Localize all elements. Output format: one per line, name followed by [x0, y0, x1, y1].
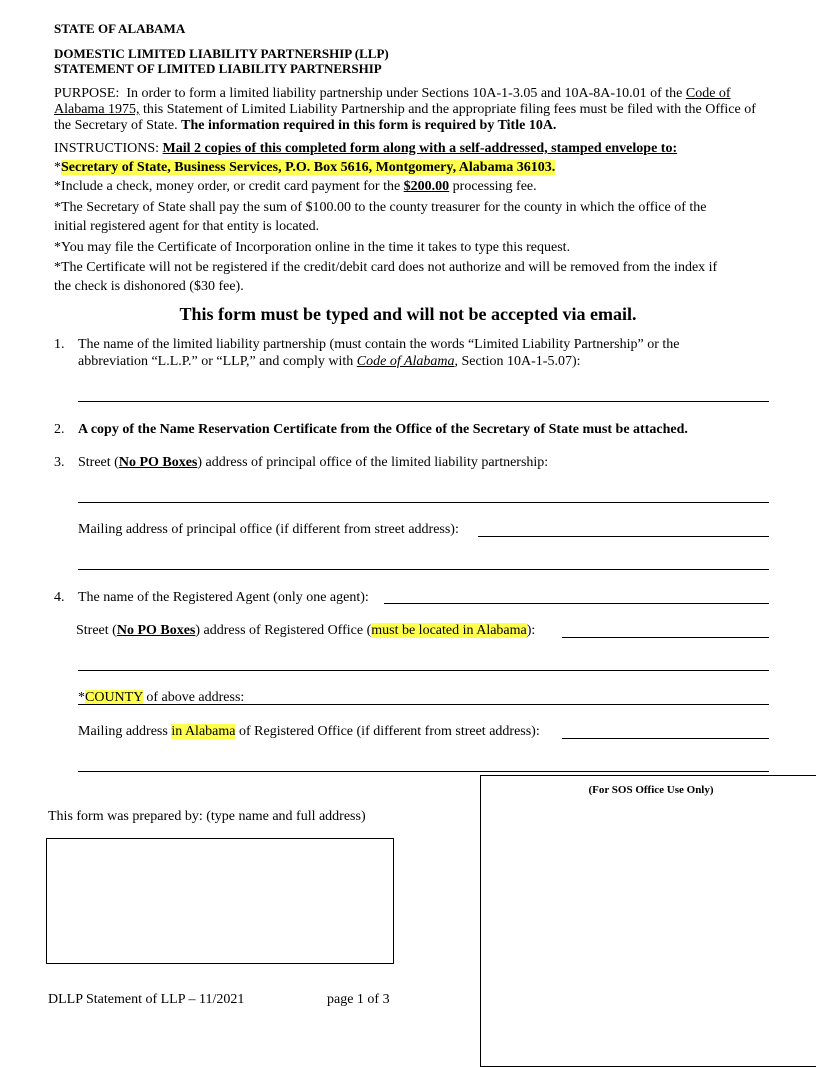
item-1-line2: abbreviation “L.L.P.” or “LLP,” and comply with Code of Alabama, Section 10A-1-5.07):: [78, 354, 581, 369]
registered-office-street-field[interactable]: [562, 637, 769, 638]
purpose-text1: In order to form a limited liability partnership under Sections 10A-1-3.05 and 10A-8A-10.01 of the: [126, 86, 683, 101]
dishonor-line1: *The Certificate will not be registered if the credit/debit card does not authorize and will be removed from the index if: [54, 260, 718, 275]
llp-name-field[interactable]: [78, 401, 769, 402]
registered-office-street-label: Street (No PO Boxes) address of Registered Office (must be located in Alabama):: [76, 623, 536, 638]
typed-only-notice: This form must be typed and will not be accepted via email.: [179, 304, 637, 324]
principal-street-field[interactable]: [78, 502, 769, 503]
payment-line: *Include a check, money order, or credit card payment for the $200.00 processing fee.: [54, 179, 537, 194]
purpose-paragraph: [54, 86, 770, 134]
registered-office-mailing-label: Mailing address in Alabama of Registered Office (if different from street address):: [78, 724, 540, 739]
purpose-bold: The information required in this form is required by Title 10A.: [181, 118, 557, 133]
registered-office-mailing-field-2[interactable]: [78, 771, 769, 772]
sos-office-use-label: (For SOS Office Use Only): [588, 784, 714, 796]
fee-amount: $200.00: [403, 179, 450, 194]
registered-office-street-field-2[interactable]: [78, 670, 769, 671]
item-3-number: 3.: [54, 455, 65, 470]
instructions-line: [54, 141, 677, 157]
form-id: DLLP Statement of LLP – 11/2021: [48, 992, 245, 1007]
code-of-alabama-ref: Code of Alabama 1975,: [54, 86, 731, 117]
county-label: *COUNTY of above address:: [78, 690, 245, 705]
mail-instructions: Mail 2 copies of this completed form along with a self-addressed, stamped envelope to:: [162, 141, 678, 156]
county-pay-line2: initial registered agent for that entity is located.: [54, 219, 320, 234]
county-pay-line1: *The Secretary of State shall pay the sum of $100.00 to the county treasurer for the county in which the office of the: [54, 200, 707, 215]
address-line: *Secretary of State, Business Services, P.O. Box 5616, Montgomery, Alabama 36103.: [54, 160, 556, 175]
purpose-label: PURPOSE:: [54, 86, 120, 101]
county-field[interactable]: [78, 704, 769, 705]
registered-agent-label: The name of the Registered Agent (only one agent):: [78, 590, 369, 605]
prepared-by-box[interactable]: [46, 838, 394, 964]
item-4-number: 4.: [54, 590, 65, 605]
state-title: STATE OF ALABAMA: [54, 21, 186, 36]
purpose-text2: this Statement of Limited Liability Partnership and the appropriate filing fees must be filed with the Office of the Secretary of State.: [54, 102, 756, 133]
sos-address: Secretary of State, Business Services, P.O. Box 5616, Montgomery, Alabama 36103.: [61, 160, 556, 175]
form-title-line2: STATEMENT OF LIMITED LIABILITY PARTNERSHIP: [54, 61, 382, 76]
page-number: page 1 of 3: [327, 992, 390, 1007]
prepared-by-label: This form was prepared by: (type name and full address): [48, 809, 366, 824]
item-3-text: Street (No PO Boxes) address of principal office of the limited liability partnership:: [78, 455, 549, 470]
item-1-number: 1.: [54, 337, 65, 352]
item-1-line1: The name of the limited liability partnership (must contain the words “Limited Liability Partnership” or the: [78, 337, 680, 352]
form-title-line1: DOMESTIC LIMITED LIABILITY PARTNERSHIP (LLP): [54, 46, 389, 61]
registered-office-mailing-field[interactable]: [562, 738, 769, 739]
principal-mailing-field-2[interactable]: [78, 569, 769, 570]
online-filing-note: *You may file the Certificate of Incorporation online in the time it takes to type this request.: [54, 240, 571, 255]
registered-agent-field[interactable]: [384, 603, 769, 604]
instructions-label: INSTRUCTIONS:: [54, 141, 160, 156]
item-2-number: 2.: [54, 422, 65, 437]
item-2-text: A copy of the Name Reservation Certificate from the Office of the Secretary of State must be attached.: [78, 422, 688, 437]
dishonor-line2: the check is dishonored ($30 fee).: [54, 279, 244, 294]
principal-mailing-label: Mailing address of principal office (if different from street address):: [78, 522, 459, 537]
principal-mailing-field[interactable]: [478, 536, 769, 537]
sos-office-use-box: [480, 775, 816, 1067]
code-of-alabama-link: Code of Alabama: [356, 354, 455, 369]
